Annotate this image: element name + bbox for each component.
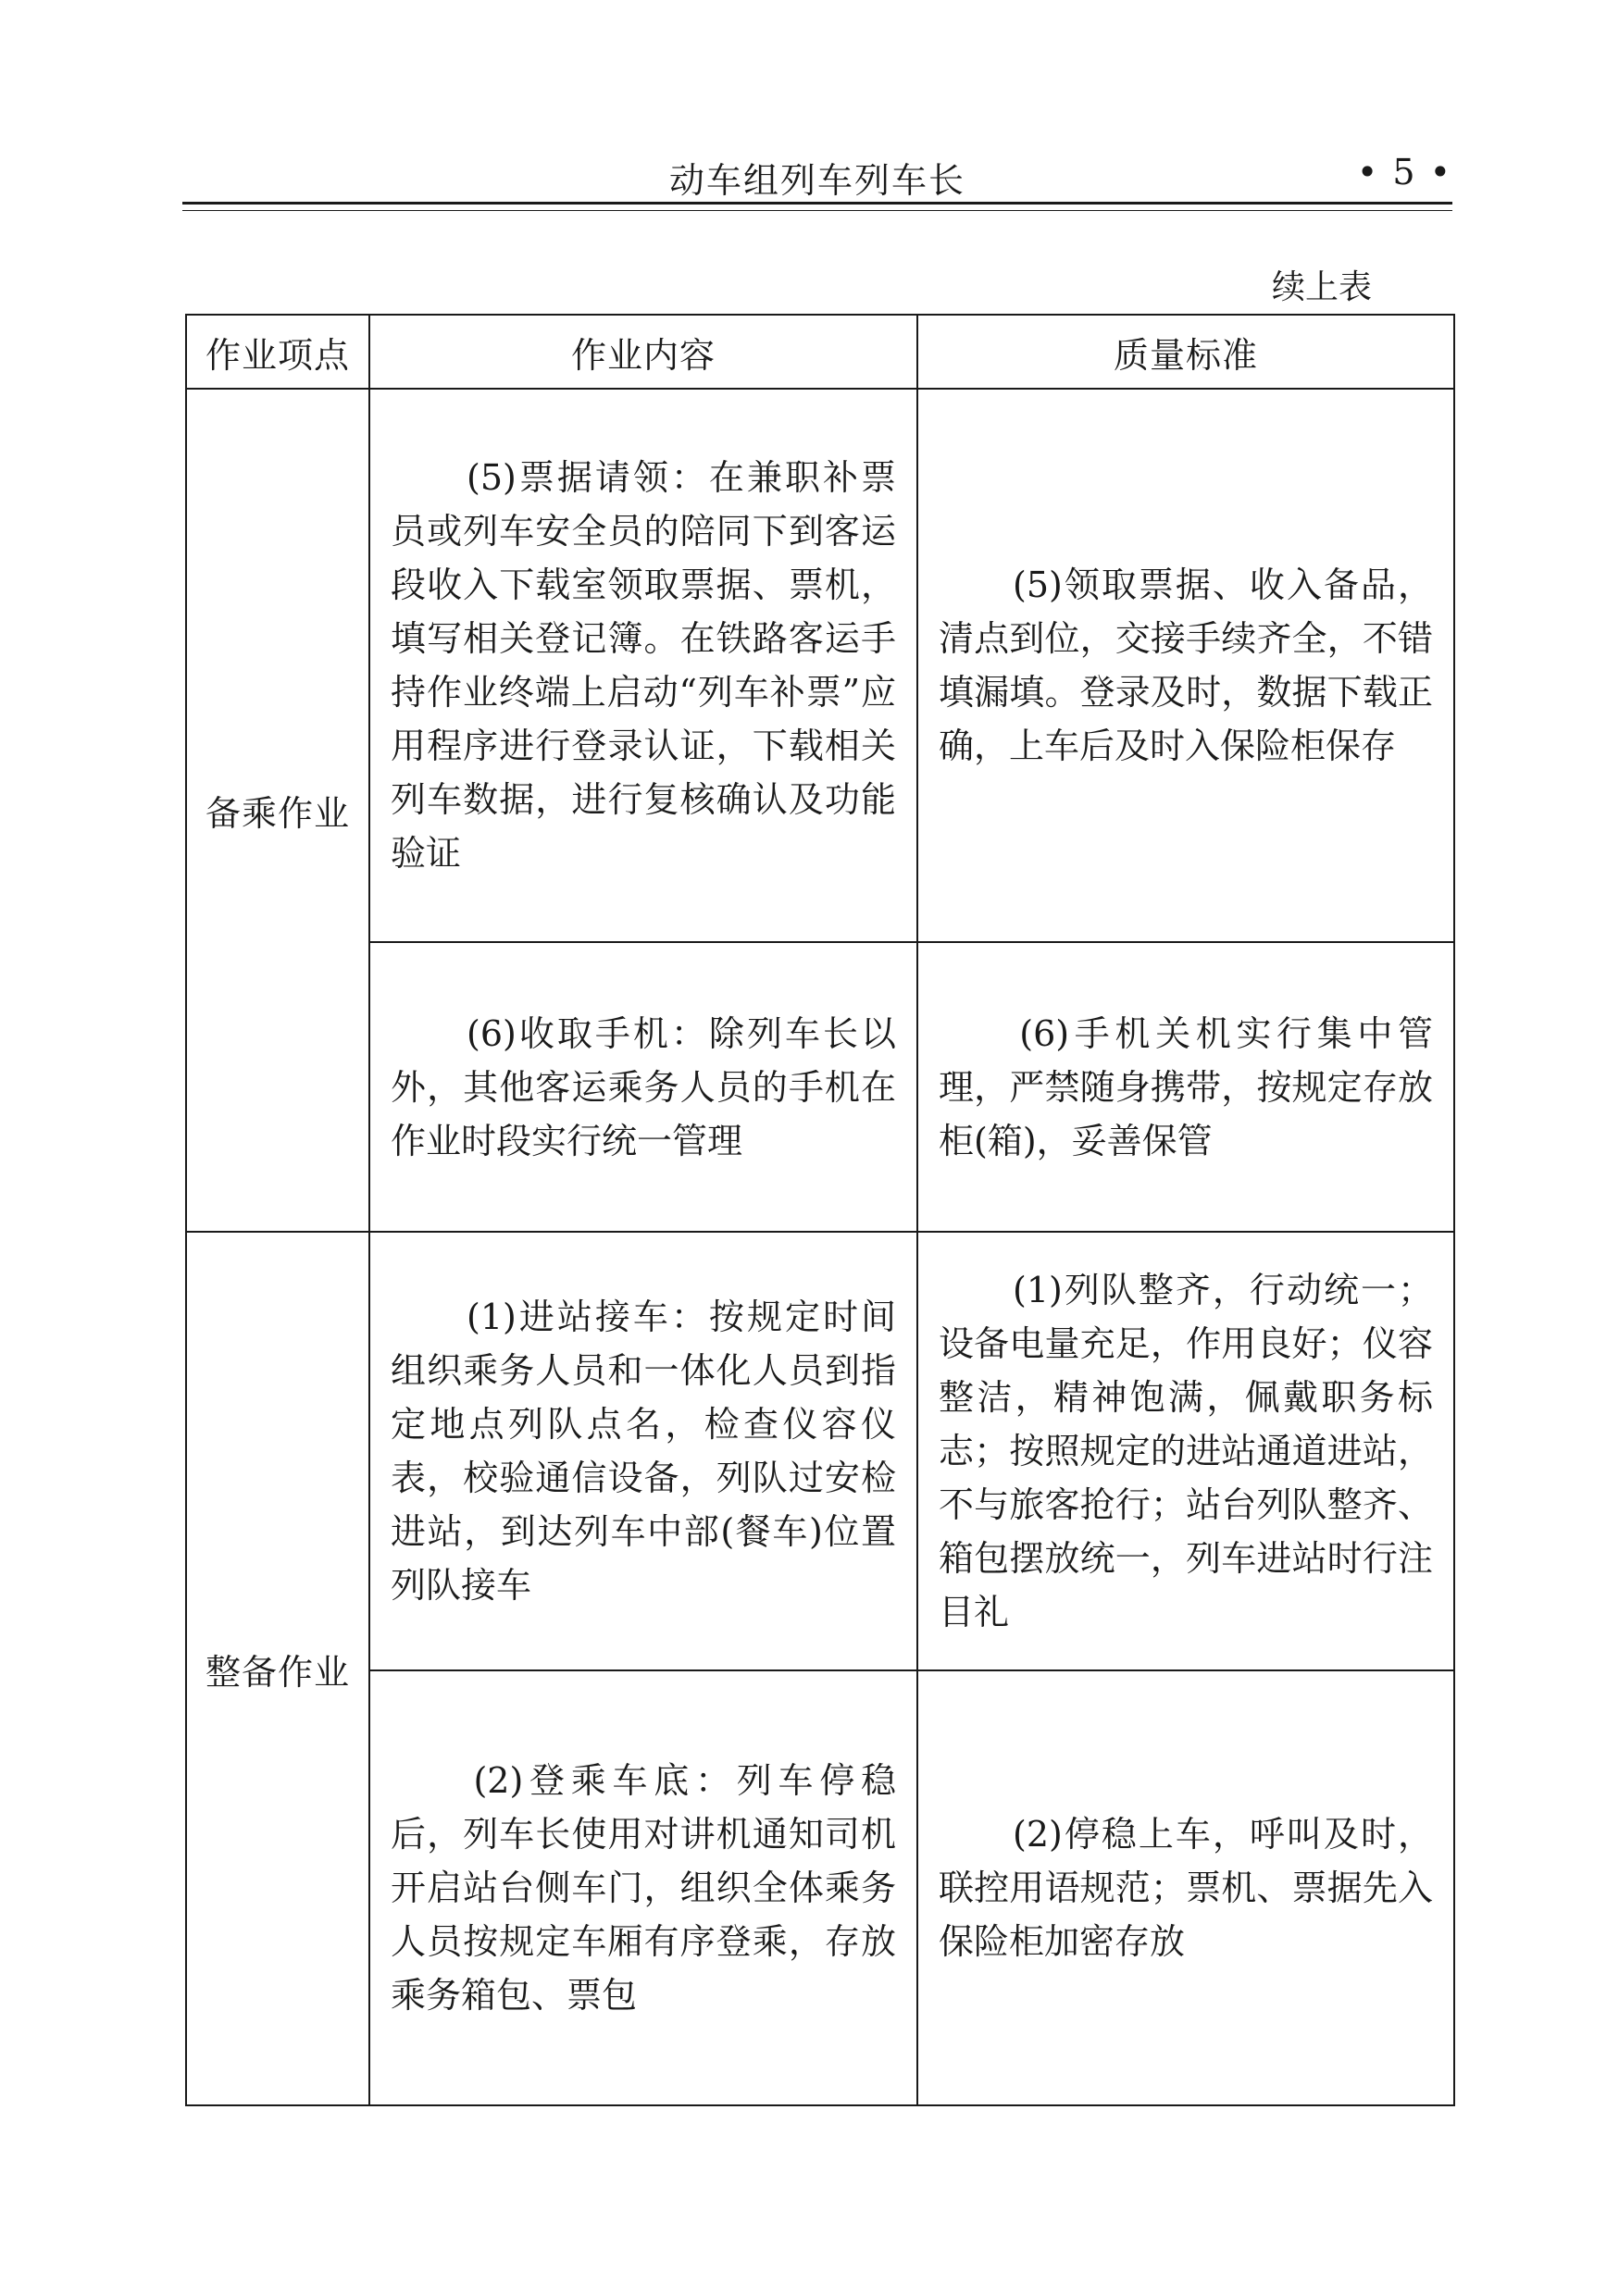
- standard-cell: (6)手机关机实行集中管理，严禁随身携带，按规定存放柜(箱)，妥善保管: [917, 942, 1454, 1232]
- header-rule: [182, 202, 1452, 205]
- work-table: [185, 314, 1455, 2106]
- content-cell: (6)收取手机：除列车长以外，其他客运乘务人员的手机在作业时段实行统一管理: [369, 942, 917, 1232]
- column-header-item: 作业项点: [186, 315, 369, 389]
- content-cell: (1)进站接车：按规定时间组织乘务人员和一体化人员到指定地点列队点名，检查仪容仪表，校验通信设备，列队过安检进站，到达列车中部(餐车)位置列队接车: [369, 1232, 917, 1670]
- table-header-row: [186, 315, 1454, 389]
- column-header-content: 作业内容: [369, 315, 917, 389]
- work-item-cell: 整备作业: [186, 1232, 369, 2105]
- running-title: 动车组列车列车长: [668, 160, 965, 201]
- work-item-cell: 备乘作业: [186, 389, 369, 1232]
- content-cell: (5)票据请领：在兼职补票员或列车安全员的陪同下到客运段收入下载室领取票据、票机，填写相关登记簿。在铁路客运手持作业终端上启动“列车补票”应用程序进行登录认证，下载相关列车数据，进行复核确认及功能验证: [369, 389, 917, 942]
- page-number: • 5 •: [1356, 152, 1452, 192]
- table-row: [186, 1232, 1454, 1670]
- column-header-standard: 质量标准: [917, 315, 1454, 389]
- standard-cell: (2)停稳上车，呼叫及时，联控用语规范；票机、票据先入保险柜加密存放: [917, 1670, 1454, 2105]
- table-row: [186, 1670, 1454, 2105]
- content-cell: (2)登乘车底：列车停稳后，列车长使用对讲机通知司机开启站台侧车门，组织全体乘务人员按规定车厢有序登乘，存放乘务箱包、票包: [369, 1670, 917, 2105]
- table-row: [186, 942, 1454, 1232]
- standard-cell: (5)领取票据、收入备品，清点到位，交接手续齐全，不错填漏填。登录及时，数据下载正确，上车后及时入保险柜保存: [917, 389, 1454, 942]
- table-row: [186, 389, 1454, 942]
- continued-note: 续上表: [1271, 268, 1372, 306]
- header-rule-thin: [182, 210, 1452, 211]
- running-header: [182, 139, 1452, 204]
- standard-cell: (1)列队整齐，行动统一；设备电量充足，作用良好；仪容整洁，精神饱满，佩戴职务标志；按照规定的进站通道进站，不与旅客抢行；站台列队整齐、箱包摆放统一，列车进站时行注目礼: [917, 1232, 1454, 1670]
